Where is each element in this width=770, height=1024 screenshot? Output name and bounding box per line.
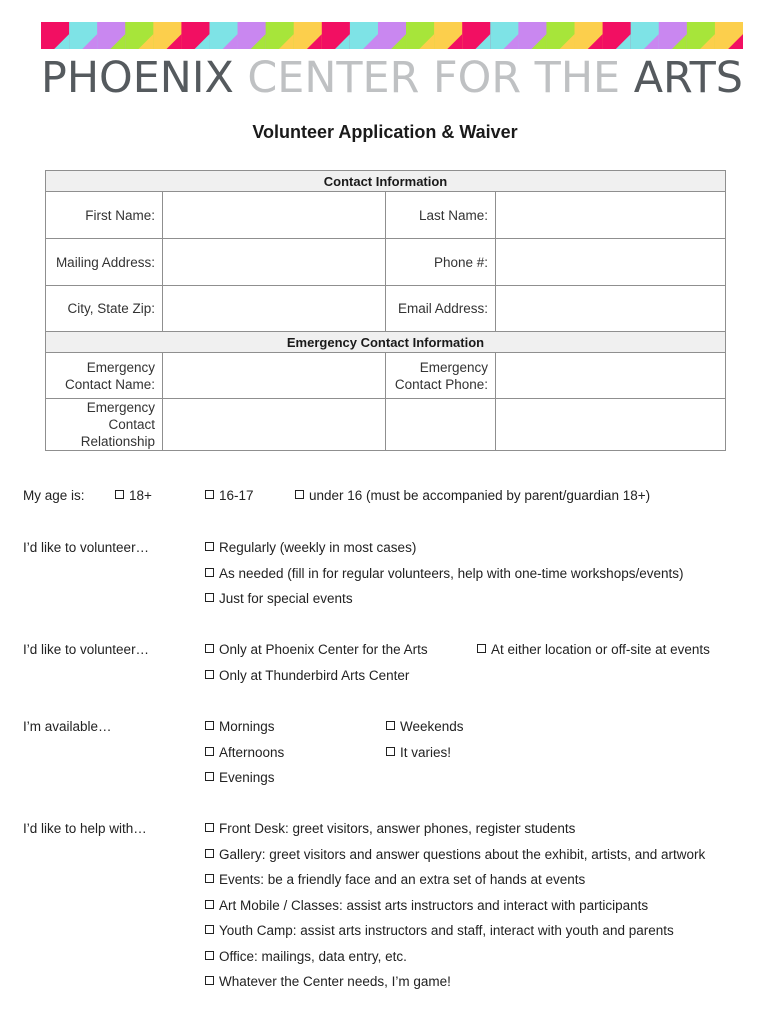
location-option-thunderbird[interactable]: Only at Thunderbird Arts Center [205,668,409,683]
frequency-option-regularly[interactable]: Regularly (weekly in most cases) [205,540,416,555]
help-option-gallery[interactable]: Gallery: greet visitors and answer questions about the exhibit, artists, and artwork [205,847,705,862]
first-name-label: First Name: [46,192,163,239]
last-name-field[interactable] [496,192,726,239]
availability-option-weekends[interactable]: Weekends [386,719,464,734]
age-option-under-16[interactable]: under 16 (must be accompanied by parent/guardian 18+) [295,488,650,503]
age-option-16-17[interactable]: 16-17 [205,488,254,503]
checkbox-icon[interactable] [205,721,214,730]
age-label: My age is: [23,488,85,503]
checkbox-icon[interactable] [205,747,214,756]
frequency-section [23,540,753,617]
emergency-phone-label-line1: Emergency [419,359,488,375]
checkbox-icon[interactable] [205,900,214,909]
logo-a-glyph: A [633,56,664,96]
help-option-front-desk[interactable]: Front Desk: greet visitors, answer phones, register students [205,821,575,836]
age-section [23,488,753,514]
emergency-phone-label-line2: Contact Phone: [394,376,488,392]
logo-x-glyph: X [204,56,234,96]
emergency-phone-label [386,353,496,399]
checkbox-icon[interactable] [115,490,124,499]
location-section [23,642,753,693]
help-option-events[interactable]: Events: be a friendly face and an extra set of hands at events [205,872,585,887]
emergency-relationship-field[interactable] [163,399,386,451]
checkbox-icon[interactable] [205,772,214,781]
help-label: I’d like to help with… [23,821,147,836]
email-field[interactable] [496,286,726,332]
availability-option-mornings[interactable]: Mornings [205,719,275,734]
checkbox-icon[interactable] [295,490,304,499]
age-option-18-plus[interactable]: 18+ [115,488,152,503]
help-option-whatever[interactable]: Whatever the Center needs, I’m game! [205,974,451,989]
emergency-name-label-line1: Emergency [86,359,155,375]
emergency-relationship-label [46,399,163,451]
location-option-phoenix[interactable]: Only at Phoenix Center for the Arts [205,642,428,657]
checkbox-icon[interactable] [386,721,395,730]
first-name-field[interactable] [163,192,386,239]
checkbox-icon[interactable] [205,823,214,832]
checkbox-icon[interactable] [386,747,395,756]
frequency-label: I’d like to volunteer… [23,540,150,555]
contact-info-table [45,170,726,451]
phone-label: Phone #: [386,239,496,286]
availability-option-afternoons[interactable]: Afternoons [205,745,284,760]
email-label: Email Address: [386,286,496,332]
checkbox-icon[interactable] [205,849,214,858]
availability-label: I’m available… [23,719,112,734]
color-stripe-banner [41,22,743,49]
checkbox-icon[interactable] [205,670,214,679]
emergency-name-label-line2: Contact Name: [64,376,155,392]
mailing-address-label: Mailing Address: [46,239,163,286]
checkbox-icon[interactable] [477,644,486,653]
frequency-option-special-events[interactable]: Just for special events [205,591,353,606]
checkbox-icon[interactable] [205,976,214,985]
last-name-label: Last Name: [386,192,496,239]
emergency-rel-label-line1: Emergency [86,400,155,415]
checkbox-icon[interactable] [205,874,214,883]
logo-center-text: CENTER FOR THE [233,56,636,96]
availability-option-evenings[interactable]: Evenings [205,770,275,785]
emergency-name-field[interactable] [163,353,386,399]
help-option-office[interactable]: Office: mailings, data entry, etc. [205,949,407,964]
checkbox-icon[interactable] [205,593,214,602]
emergency-name-label [46,353,163,399]
checkbox-icon[interactable] [205,490,214,499]
svg-text:PHOENIX CENTER FOR THE ARTS [41,56,743,96]
emergency-rel-label-line3: Relationship [80,434,155,449]
location-label: I’d like to volunteer… [23,642,150,657]
frequency-option-as-needed[interactable]: As needed (fill in for regular volunteers, help with one-time workshops/events) [205,566,683,581]
availability-option-varies[interactable]: It varies! [386,745,451,760]
logo-phoenix-text: PHOENI [41,56,206,96]
emergency-phone-field[interactable] [496,353,726,399]
city-state-zip-label: City, State Zip: [46,286,163,332]
emergency-contact-header: Emergency Contact Information [46,332,726,353]
checkbox-icon[interactable] [205,925,214,934]
location-option-either[interactable]: At either location or off-site at events [477,642,710,657]
checkbox-icon[interactable] [205,542,214,551]
phone-field[interactable] [496,239,726,286]
mailing-address-field[interactable] [163,239,386,286]
help-section [23,821,753,1000]
city-state-zip-field[interactable] [163,286,386,332]
empty-cell [496,399,726,451]
phoenix-center-logo [41,56,743,96]
checkbox-icon[interactable] [205,951,214,960]
logo-arts-text: RTS [663,56,743,96]
checkbox-icon[interactable] [205,644,214,653]
help-option-art-mobile[interactable]: Art Mobile / Classes: assist arts instructors and interact with participants [205,898,648,913]
empty-cell [386,399,496,451]
page-title: Volunteer Application & Waiver [252,122,518,142]
availability-section [23,719,753,796]
checkbox-icon[interactable] [205,568,214,577]
contact-info-header: Contact Information [46,171,726,192]
emergency-rel-label-line2: Contact [108,417,155,432]
help-option-youth-camp[interactable]: Youth Camp: assist arts instructors and staff, interact with youth and parents [205,923,674,938]
